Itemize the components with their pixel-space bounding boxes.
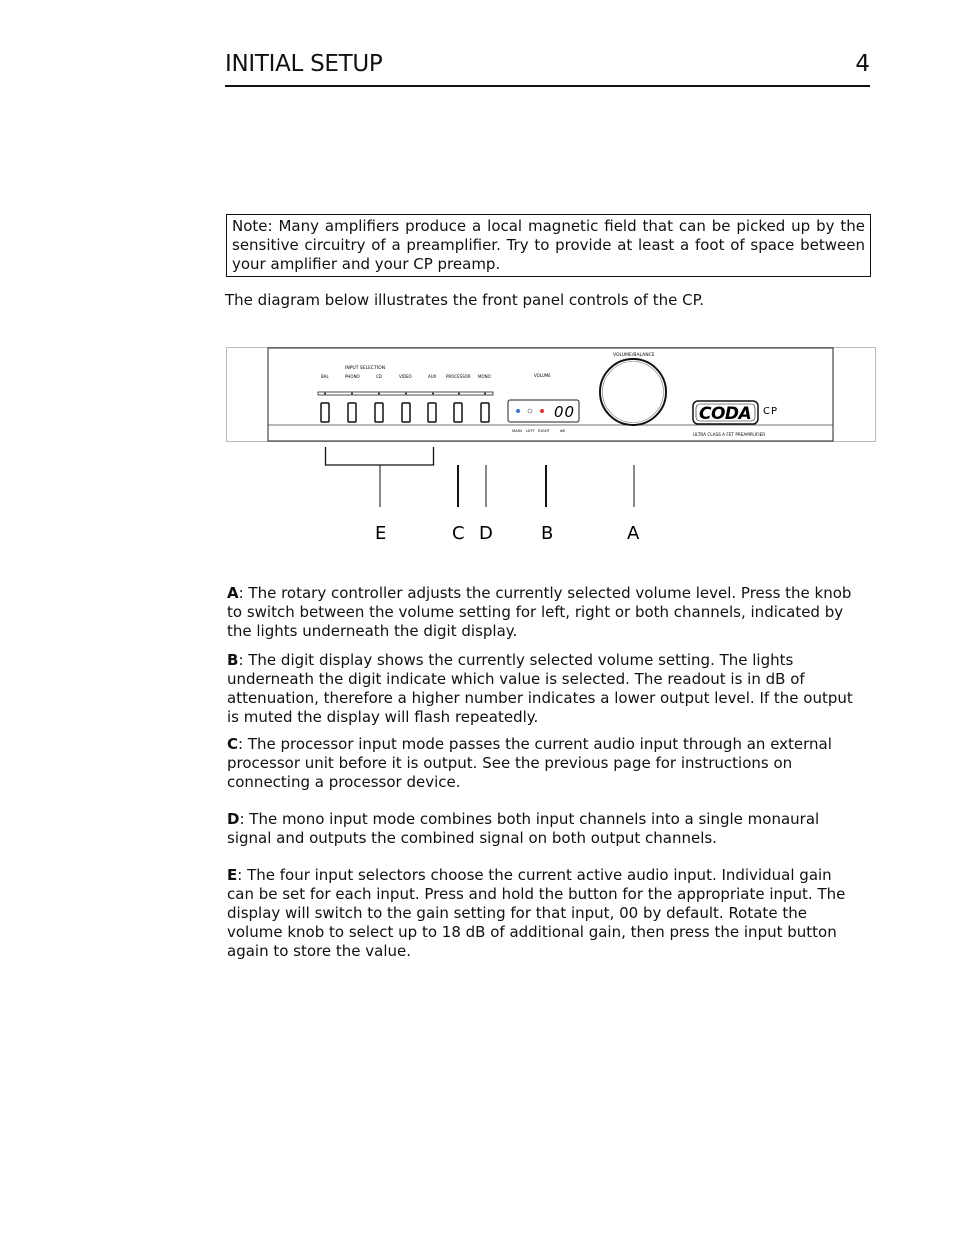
page-header [225, 50, 870, 87]
brand-logo: CODA [699, 404, 752, 424]
input-button-video[interactable] [402, 403, 410, 422]
input-label-cd: CD [376, 374, 382, 379]
callout-e-bracket [326, 447, 434, 465]
callout-label-d: D [479, 523, 493, 544]
callout-label-a: A [627, 523, 640, 544]
input-label-phono: PHONO [345, 374, 360, 379]
callout-diagram [300, 445, 700, 555]
led-aux [432, 393, 434, 395]
callout-label-e: E [375, 523, 387, 544]
page-number: 4 [855, 51, 870, 77]
description-d-key: D [227, 810, 240, 828]
model-label: CP [763, 406, 779, 417]
description-a [227, 584, 863, 641]
description-b-text: : The digit display shows the currently selected volume setting. The lights underneath the digit indicate which value is selected. The readout is in dB of attenuation, therefore a higher number indicates a lower output level. If the output is muted the display will flash repeatedly. [227, 651, 853, 726]
page-title: INITIAL SETUP [225, 51, 383, 77]
note-box: Note: Many amplifiers produce a local magnetic field that can be picked up by the sensitive circuitry of a preamplifier. Try to provide at least a foot of space between your amplifier and your CP preamp. [226, 214, 871, 277]
input-button-phono[interactable] [348, 403, 356, 422]
description-d [227, 810, 863, 848]
led-video [405, 393, 407, 395]
front-panel-diagram [226, 347, 876, 442]
input-label-processor: PROCESSOR [446, 374, 471, 379]
led-right [540, 409, 544, 413]
faceplate [268, 348, 833, 441]
input-label-bal: BAL [321, 374, 329, 379]
input-label-aux: AUX [428, 374, 437, 379]
tagline-label: ULTRA CLASS A FET PREAMPLIFIER [693, 432, 766, 437]
indicator-label-db: dB [560, 428, 566, 433]
indicator-label-right: RIGHT [538, 428, 550, 433]
description-b-key: B [227, 651, 239, 669]
led-left [528, 409, 532, 413]
callout-svg [300, 445, 700, 555]
led-phono [351, 393, 353, 395]
description-d-text: : The mono input mode combines both input channels into a single monaural signal and outputs the combined signal on both output channels. [227, 810, 820, 847]
description-a-text: : The rotary controller adjusts the currently selected volume level. Press the knob to switch between the volume setting for left, right or both channels, indicated by the lights underneath the digit display. [227, 584, 852, 640]
description-b [227, 651, 863, 727]
front-panel-svg [226, 347, 876, 442]
indicator-label-main: MAIN [512, 428, 522, 433]
callout-label-c: C [452, 523, 465, 544]
volume-label: VOLUME [534, 373, 551, 378]
input-button-mono[interactable] [481, 403, 489, 422]
input-button-cd[interactable] [375, 403, 383, 422]
volume-balance-label: VOLUME/BALANCE [613, 353, 655, 358]
led-mono [484, 393, 486, 395]
callout-label-b: B [541, 523, 554, 544]
digit-readout: 00 [554, 403, 576, 421]
input-label-mono: MONO [478, 374, 491, 379]
description-a-key: A [227, 584, 239, 602]
led-processor [458, 393, 460, 395]
indicator-label-left: LEFT [526, 428, 535, 433]
input-label-video: VIDEO [399, 374, 412, 379]
led-cd [378, 393, 380, 395]
input-selection-label: INPUT SELECTION [345, 366, 386, 371]
volume-knob[interactable] [600, 359, 666, 425]
description-c [227, 735, 863, 792]
led-main [516, 409, 520, 413]
input-button-processor[interactable] [454, 403, 462, 422]
input-button-bal[interactable] [321, 403, 329, 422]
led-bal [324, 393, 326, 395]
description-e [227, 866, 863, 961]
description-e-text: : The four input selectors choose the current active audio input. Individual gain can be set for each input. Press and hold the button for the appropriate input. The display will switch to the gain setting for that input, 00 by default. Rotate the volume knob to select up to 18 dB of additional gain, then press the input button again to store the value. [227, 866, 846, 960]
input-button-aux[interactable] [428, 403, 436, 422]
description-c-text: : The processor input mode passes the current audio input through an external processor unit before it is output. See the previous page for instructions on connecting a processor device. [227, 735, 832, 791]
intro-text: The diagram below illustrates the front panel controls of the CP. [225, 291, 705, 309]
description-e-key: E [227, 866, 238, 884]
description-c-key: C [227, 735, 239, 753]
